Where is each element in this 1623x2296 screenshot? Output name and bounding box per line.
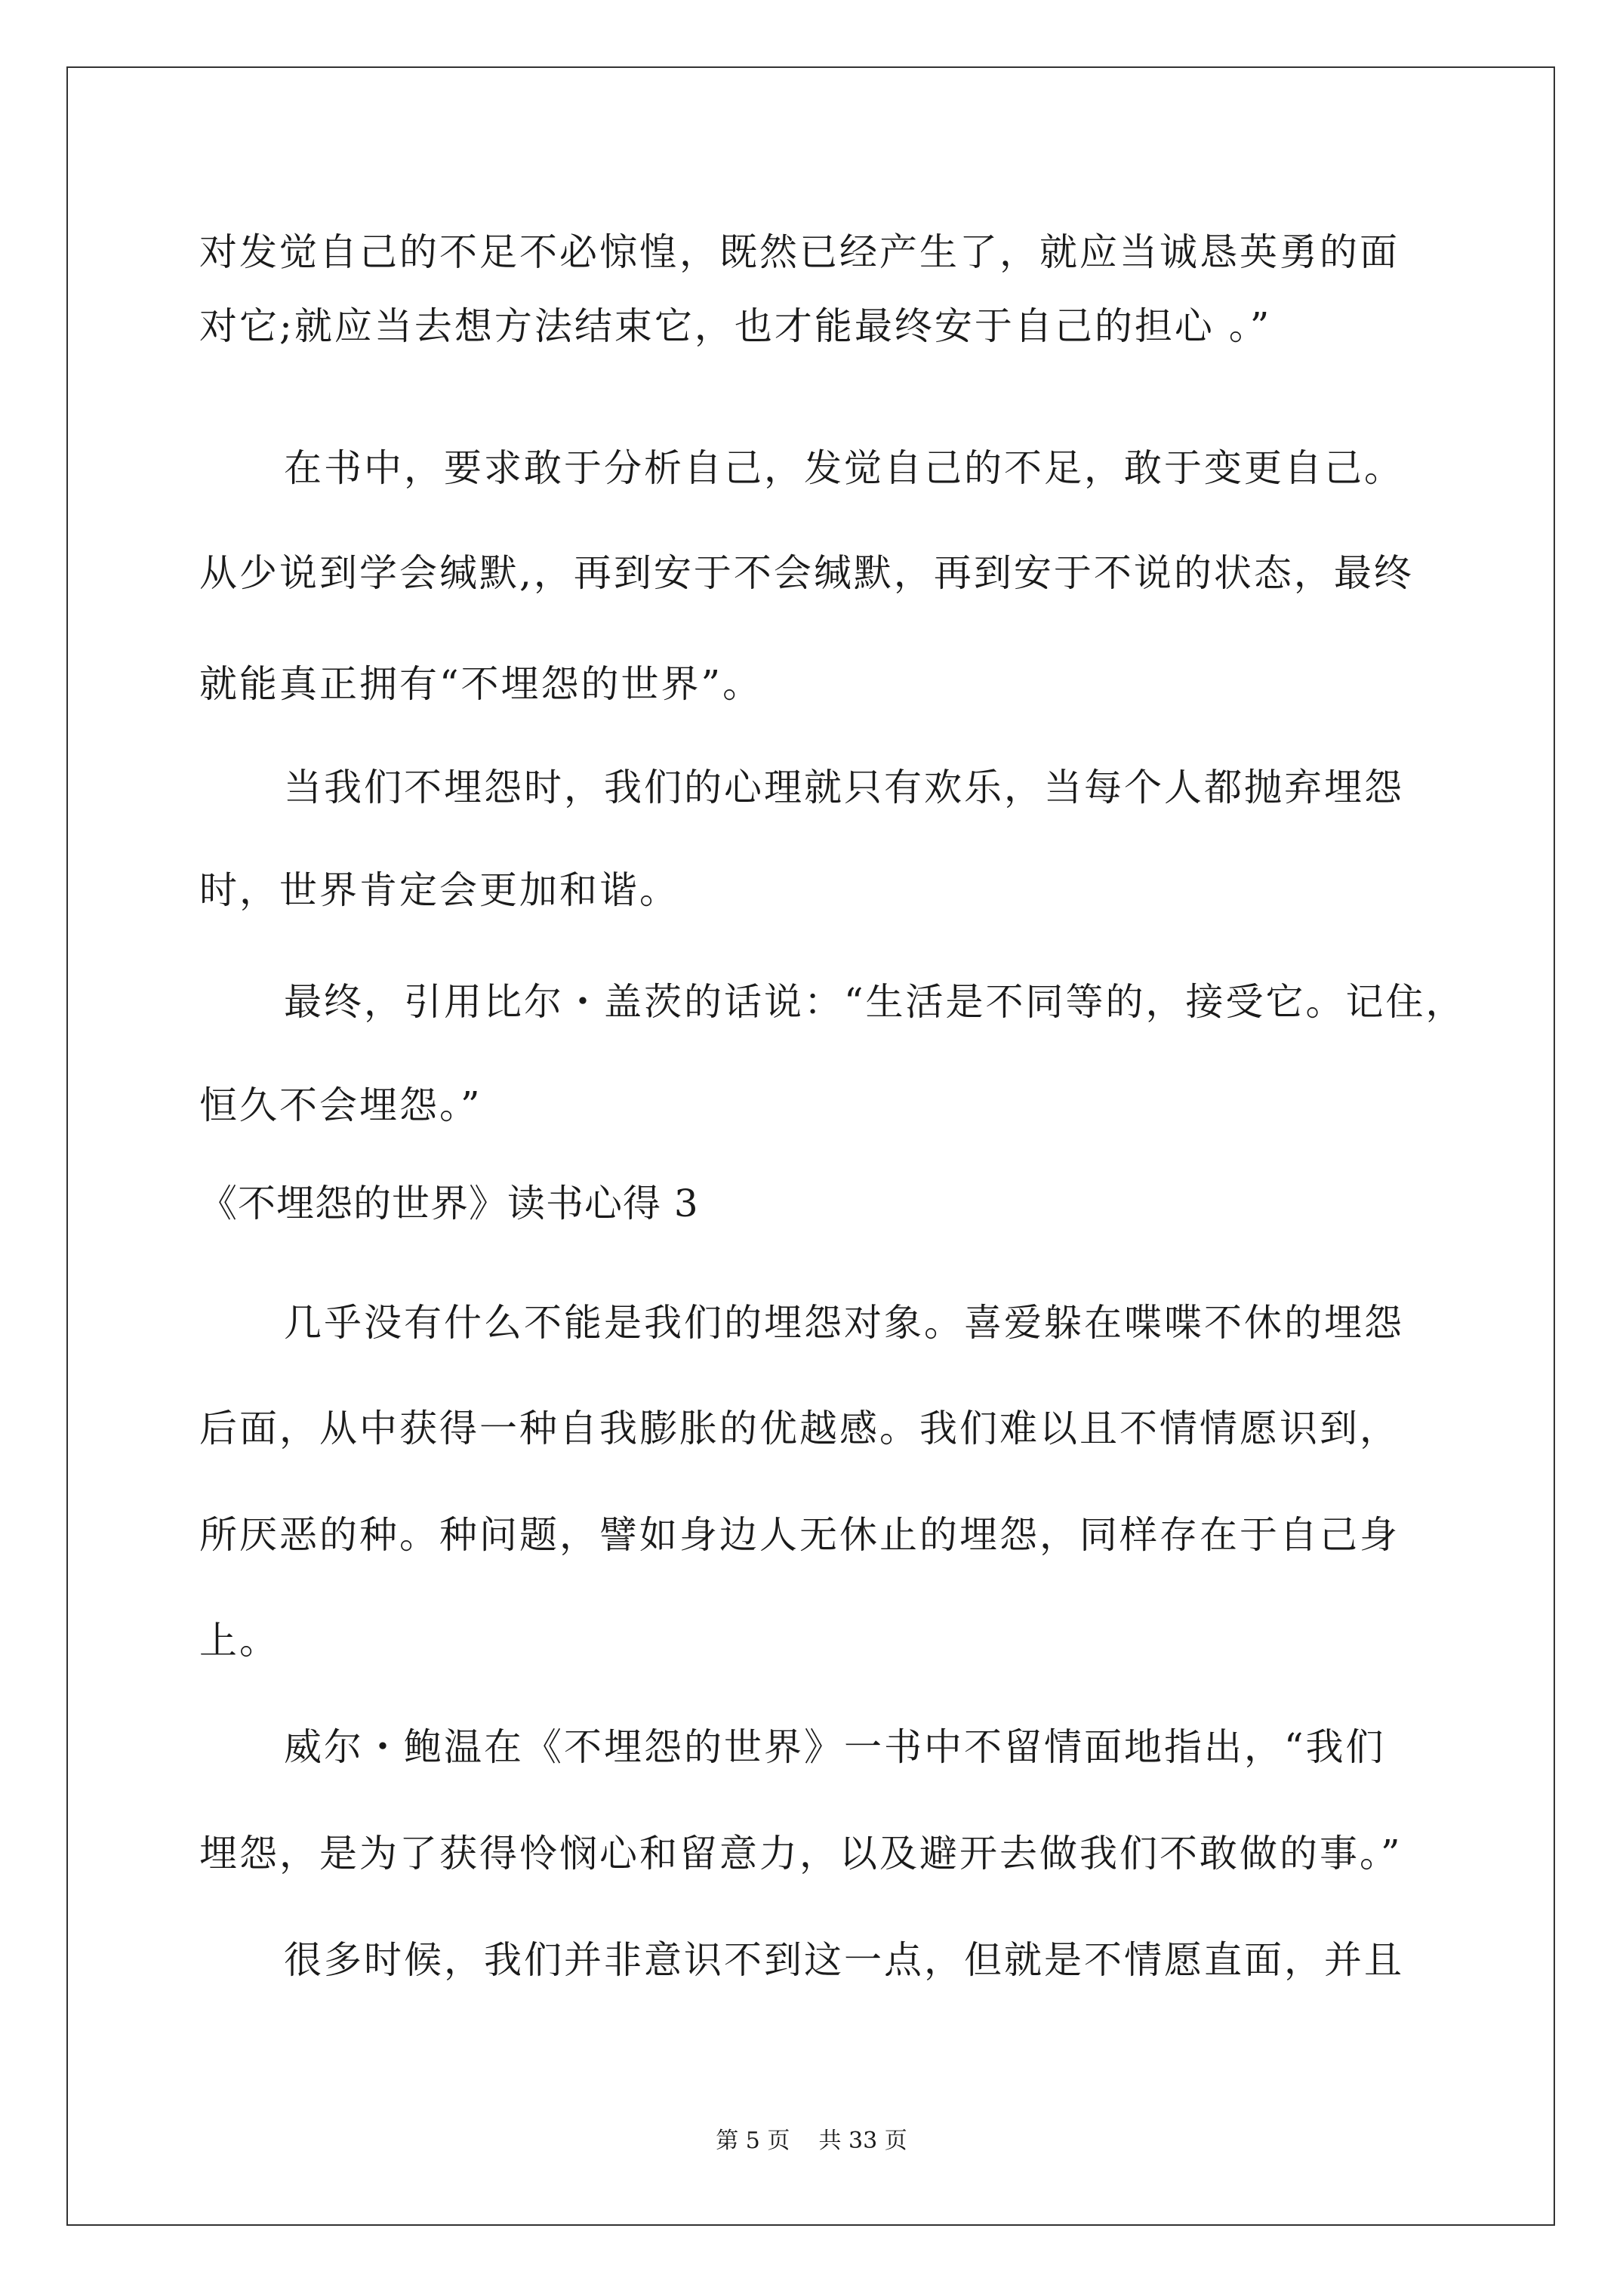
text-line: 上。 [199, 1619, 279, 1663]
page-frame [66, 66, 1555, 2226]
text-line: 对它;就应当去想方法结束它，也才能最终安于自己的担心 。” [199, 304, 1272, 348]
text-line: 所厌恶的种。种问题，譬如身边人无休止的埋怨，同样存在于自己身 [199, 1513, 1400, 1557]
text-line: 恒久不会埋怨。” [199, 1083, 482, 1127]
paragraph-start-line: 最终，引用比尔・盖茨的话说：“生活是不同等的，接受它。记住， [284, 980, 1466, 1024]
text-line: 时，世界肯定会更加和谐。 [199, 868, 679, 912]
paragraph-start-line: 威尔・鲍温在《不埋怨的世界》一书中不留情面地指出，“我们 [284, 1725, 1386, 1769]
paragraph-start-line: 在书中，要求敢于分析自己，发觉自己的不足，敢于变更自己。 [284, 446, 1404, 490]
text-line: 后面，从中获得一种自我膨胀的优越感。我们难以且不情情愿识到， [199, 1407, 1400, 1450]
paragraph-start-line: 很多时候，我们并非意识不到这一点，但就是不情愿直面，并且 [284, 1938, 1404, 1982]
text-line: 对发觉自己的不足不必惊惶，既然已经产生了，就应当诚恳英勇的面 [199, 230, 1400, 274]
section-heading: 《不埋怨的世界》读书心得 3 [199, 1182, 699, 1225]
text-line: 就能真正拥有“不埋怨的世界”。 [199, 662, 763, 706]
page-number-footer: 第 5 页 共 33 页 [716, 2128, 907, 2154]
text-line: 从少说到学会缄默,，再到安于不会缄默，再到安于不说的状态，最终 [199, 551, 1414, 595]
text-line: 埋怨，是为了获得怜悯心和留意力，以及避开去做我们不敢做的事。” [199, 1832, 1403, 1875]
paragraph-start-line: 当我们不埋怨时，我们的心理就只有欢乐，当每个人都抛弃埋怨 [284, 766, 1404, 809]
paragraph-start-line: 几乎没有什么不能是我们的埋怨对象。喜爱躲在喋喋不休的埋怨 [284, 1301, 1404, 1345]
